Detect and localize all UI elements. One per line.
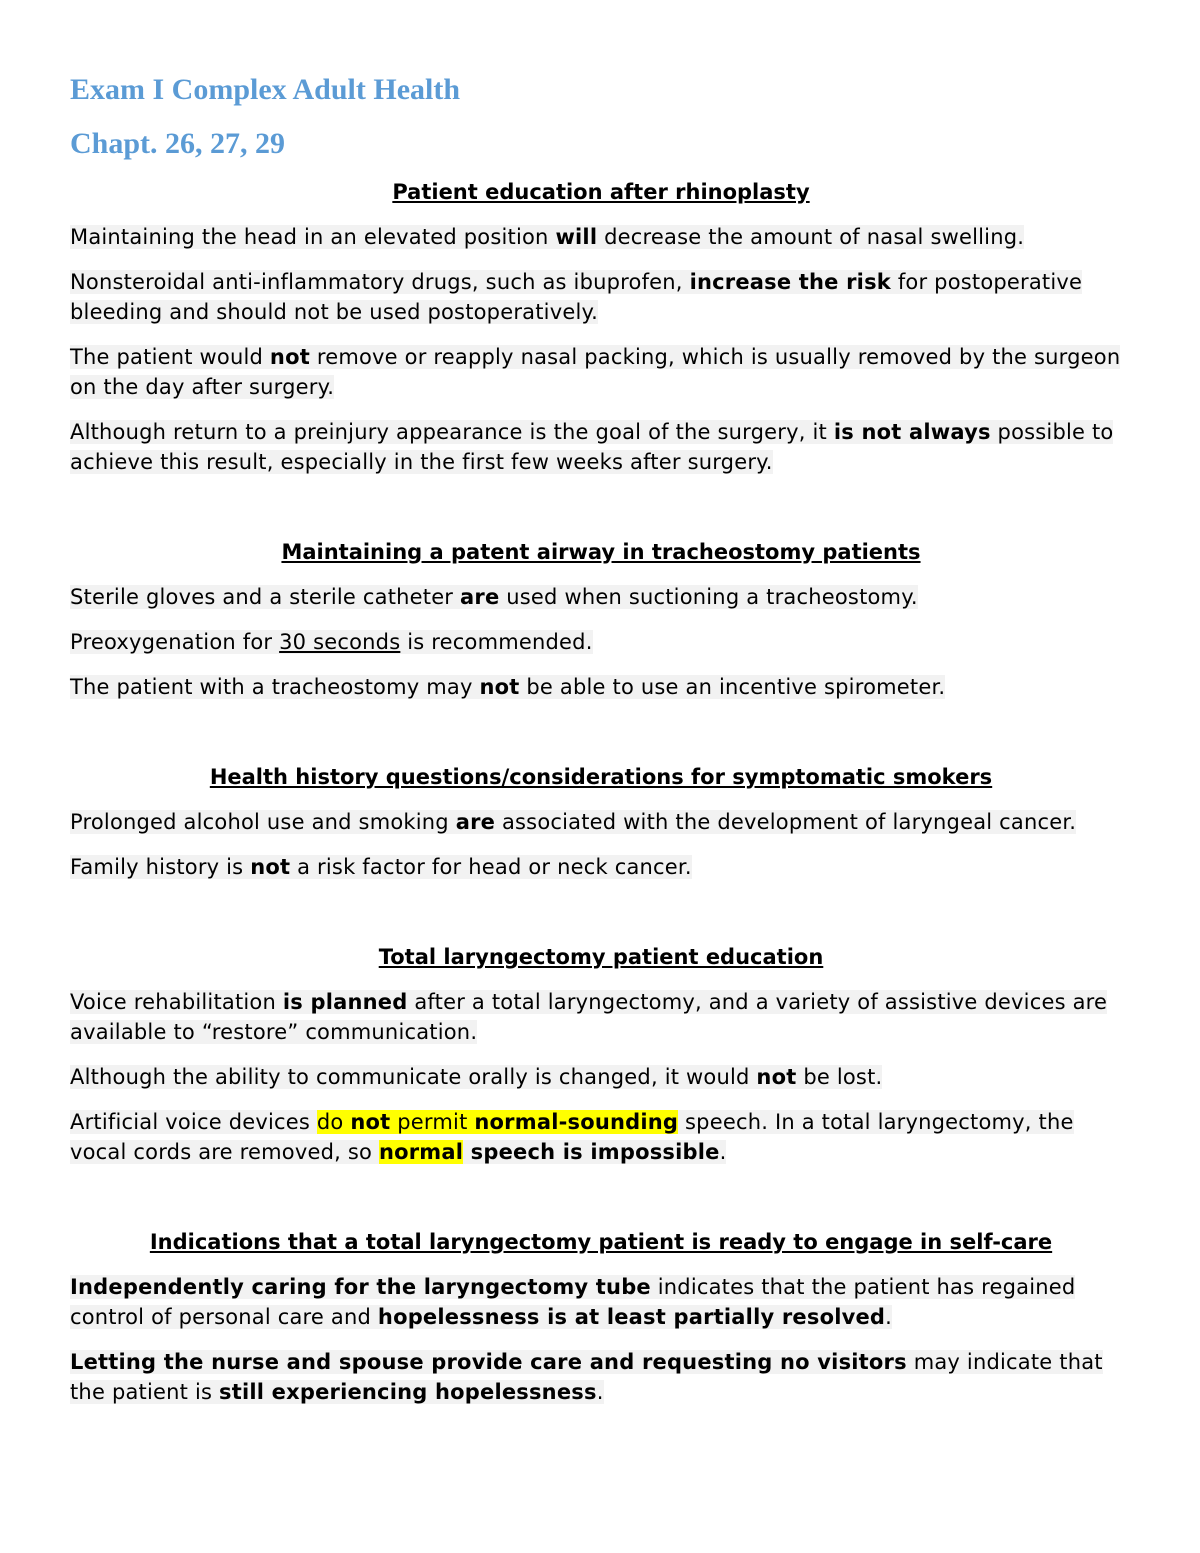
highlighted-text: permit — [390, 1110, 475, 1134]
document-body — [70, 177, 1132, 1407]
bold-text: not — [250, 855, 291, 879]
text-run: Nonsteroidal anti-inflammatory drugs, such as ibuprofen, — [70, 270, 690, 294]
text-run: Family history is — [70, 855, 251, 879]
bold-text: Independently caring for the laryngectomy tube — [70, 1275, 651, 1299]
document-page — [70, 70, 1132, 1407]
text-run: indicates that the patient has regained control of personal care and — [70, 1275, 1076, 1329]
bold-text: Letting the nurse and spouse provide care and requesting no visitors — [70, 1350, 907, 1374]
section-paragraph — [70, 267, 1132, 327]
text-run: decrease the amount of nasal swelling. — [597, 225, 1025, 249]
bold-text: will — [555, 225, 598, 249]
section-heading: Patient education after rhinoplasty — [392, 180, 810, 204]
text-run: Artificial voice devices — [70, 1110, 317, 1134]
text-run: used when suctioning a tracheostomy. — [499, 585, 918, 609]
text-run: Voice rehabilitation — [70, 990, 283, 1014]
bold-text: not — [269, 345, 310, 369]
section-paragraph — [70, 1347, 1132, 1407]
text-run: Maintaining the head in an elevated position — [70, 225, 556, 249]
section-paragraph — [70, 1272, 1132, 1332]
text-run: after a total laryngectomy, and a variety of assistive devices are available to “restore” communication. — [70, 990, 1108, 1044]
section-paragraph — [70, 417, 1132, 477]
text-run: The patient would — [70, 345, 270, 369]
text-run: a risk factor for head or neck cancer. — [290, 855, 692, 879]
text-run: The patient with a tracheostomy may — [70, 675, 480, 699]
highlighted-text: normal-sounding — [474, 1110, 679, 1134]
section-heading: Health history questions/considerations for symptomatic smokers — [209, 765, 993, 789]
bold-text: speech is impossible — [463, 1140, 720, 1164]
section-paragraph — [70, 807, 1132, 837]
highlighted-text: normal — [378, 1140, 464, 1164]
text-run: Although return to a preinjury appearance is the goal of the surgery, it — [70, 420, 834, 444]
section-paragraph — [70, 342, 1132, 402]
section-paragraph — [70, 222, 1132, 252]
text-run: be lost. — [796, 1065, 883, 1089]
text-run: Prolonged alcohol use and smoking — [70, 810, 456, 834]
text-run: Although the ability to communicate orally is changed, it would — [70, 1065, 757, 1089]
text-run: is recommended. — [400, 630, 593, 654]
section-paragraph — [70, 627, 1132, 657]
text-run: for postoperative bleeding and should not be used postoperatively. — [70, 270, 1083, 324]
text-run: possible to achieve this result, especially in the first few weeks after surgery. — [70, 420, 1114, 474]
section-paragraph — [70, 987, 1132, 1047]
section-heading: Maintaining a patent airway in tracheostomy patients — [281, 540, 921, 564]
bold-text: increase the risk — [689, 270, 891, 294]
bold-text: are — [460, 585, 500, 609]
text-run: remove or reapply nasal packing, which is usually removed by the surgeon on the day after surgery. — [70, 345, 1121, 399]
text-run: . — [596, 1380, 604, 1404]
bold-text: are — [455, 810, 496, 834]
highlighted-text: do — [316, 1110, 351, 1134]
section-paragraph — [70, 852, 1132, 882]
section-heading: Indications that a total laryngectomy patient is ready to engage in self-care — [149, 1230, 1053, 1254]
text-run: Preoxygenation for — [70, 630, 280, 654]
text-run: be able to use an incentive spirometer. — [519, 675, 946, 699]
bold-text: not — [479, 675, 520, 699]
section-paragraph — [70, 1107, 1132, 1167]
text-run: may indicate that the patient is — [70, 1350, 1103, 1404]
text-run: associated with the development of laryngeal cancer. — [495, 810, 1077, 834]
highlighted-text: not — [350, 1110, 391, 1134]
document-title: Exam I Complex Adult Health — [70, 73, 461, 106]
section-paragraph — [70, 672, 1132, 702]
bold-text: not — [756, 1065, 797, 1089]
text-run: . — [885, 1305, 893, 1329]
document-subtitle: Chapt. 26, 27, 29 — [70, 127, 286, 160]
text-run: Sterile gloves and a sterile catheter — [70, 585, 461, 609]
bold-text: hopelessness is at least partially resolved — [377, 1305, 886, 1329]
bold-text: still experiencing hopelessness — [219, 1380, 597, 1404]
section-paragraph — [70, 582, 1132, 612]
section-paragraph — [70, 1062, 1132, 1092]
text-run: 30 seconds — [279, 630, 401, 654]
section-heading: Total laryngectomy patient education — [378, 945, 824, 969]
text-run: speech. In a total laryngectomy, the vocal cords are removed, so — [70, 1110, 1074, 1164]
text-run: . — [719, 1140, 727, 1164]
bold-text: is planned — [282, 990, 408, 1014]
bold-text: is not always — [833, 420, 991, 444]
